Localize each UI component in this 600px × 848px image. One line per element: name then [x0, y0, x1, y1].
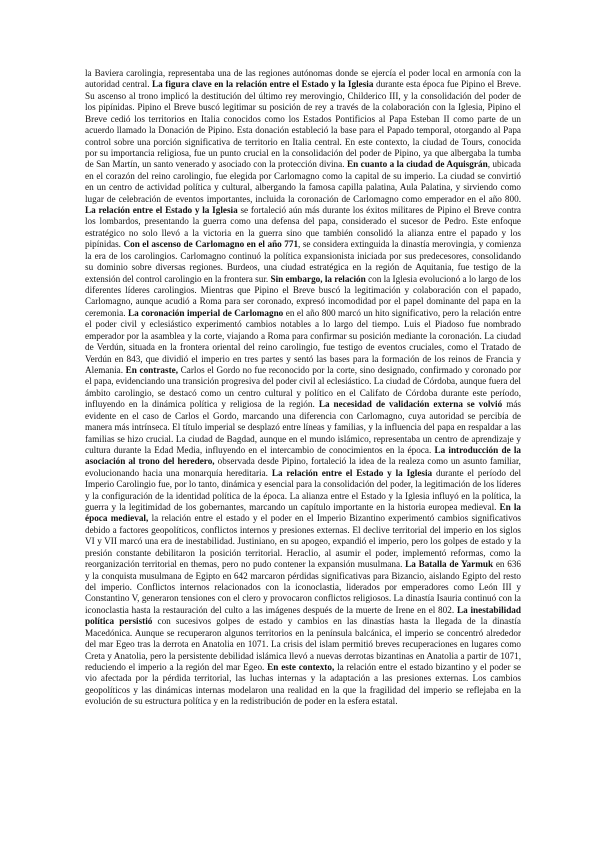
bold-phrase: La Batalla de Yarmuk [405, 559, 494, 570]
text-run: la Baviera carolingia, representaba una de las regiones autónomas donde se ejercía el poder local en armonía con la autoridad central. [85, 68, 521, 90]
body-paragraph [85, 68, 521, 708]
text-run: la relación entre el estado bizantino y el poder se vio afectada por la pérdida territorial, las luchas internas y la adaptación a las presiones externas. Los cambios geopolíticos y las dinámicas internas modelaron una realidad en la que la fragilidad del imperio se reflejaba en la evolución de su estructura política y en la redistribución de poder en la esfera estatal. [85, 661, 521, 707]
text-run: durante el período del Imperio Carolingio fue, por lo tanto, dinámica y esencial para la consolidación del poder, la legitimación de los líderes y la configuración de la identidad política de la época. La alianza entre el Estado y la Iglesia influyó en la política, la guerra y la legitimidad de los gobernantes, marcando un capítulo importante en la historia europea medieval. [85, 467, 521, 513]
bold-phrase: Con el ascenso de Carlomagno en el año 771 [123, 239, 299, 250]
bold-phrase: Sin embargo, la relación [270, 273, 366, 284]
bold-phrase: La introducción de la asociación al trono del heredero, [85, 444, 521, 467]
text-run: con la Iglesia evolucionó a lo largo de los diferentes líderes carolingios. Mientras que Pipino el Breve buscó la legitimación y colaboración con el papado, Carlomagno, aunque acudió a Roma para ser coronado, expresó incomodidad por el papel dominante del papa en la ceremonia. [85, 273, 521, 318]
bold-phrase: En contraste, [125, 364, 179, 375]
bold-phrase: La relación entre el Estado y la Iglesia [271, 467, 433, 478]
bold-phrase: La relación entre el Estado y la Iglesia [85, 205, 238, 216]
bold-phrase: La coronación imperial de Carlomagno [128, 307, 284, 318]
text-run: durante esta época fue Pipino el Breve. Su ascenso al trono implicó la destitución del último rey merovingio, Childerico III, y la consolidación del poder de los pipínidas. Pipino el Breve buscó legitimar su posición de rey a través de la colaboración con la Iglesia, Pipino el Breve cedió los territorios en Italia conocidos como los Estados Pontificios al Papa Esteban II como parte de un acuerdo llamado la Donación de Pipino. Esta donación estableció la base para el Papado temporal, otorgando al Papa control sobre una porción significativa de territorio en Italia central. En este contexto, la ciudad de Tours, conocida por su importancia religiosa, fue un punto crucial en la consolidación del poder de Pipino, ya que albergaba la tumba de San Martín, un santo venerado y asociado con la protección divina. [85, 79, 521, 170]
text-run: con sucesivos golpes de estado y cambios en las dinastías hasta la llegada de la dinastía Macedónica. Aunque se recuperaron algunos territorios en la península balcánica, el imperio se concentró alrededor del mar Egeo tras la derrota en Anatolia en 1071. La crisis del islam permitió breves recuperaciones en lugares como Creta y Anatolia, pero la persistente debilidad islámica llevó a nuevas derrotas bizantinas en Anatolia a partir de 1071, reduciendo el imperio a la región del mar Egeo. [85, 616, 521, 672]
text-run: en el año 800 marcó un hito significativo, pero la relación entre el poder civil y eclesiástico experimentó cambios notables a lo largo del tiempo. Luis el Piadoso fue nombrado emperador por la asamblea y la corte, viajando a Roma para confirmar su posición mediante la coronación. La ciudad de Verdún, situada en la frontera oriental del reino carolingio, fue testigo de eventos cruciales, como el Tratado de Verdún en 843, que dividió el imperio en tres partes y sentó las bases para la formación de los reinos de Francia y Alemania. [85, 307, 521, 375]
bold-phrase: La figura clave en la relación entre el Estado y la Iglesia [152, 79, 374, 90]
text-run: , ubicada en el corazón del reino carolingio, fue elegida por Carlomagno como la capital de su imperio. La ciudad se convirtió en un centro de actividad política y cultural, albergando la famosa capilla palatina, Aula Palatina, y sirviendo como lugar de celebración de eventos importantes, incluida la coronación de Carlomagno como emperador en el año 800. [85, 159, 521, 204]
bold-phrase: La inestabilidad política persistió [85, 604, 522, 627]
bold-phrase: En este contexto, [267, 661, 335, 672]
text-run: la relación entre el estado y el poder en el Imperio Bizantino experimentó cambios significativos debido a factores geopolíticos, conflictos internos y presiones externas. El declive territorial del imperio en los siglos VI y VII marcó una era de inestabilidad. Justiniano, en su apogeo, expandió el imperio, pero los golpes de estado y la presión constante debilitaron la posición territorial. Heraclio, al asumir el poder, implementó reformas, como la reorganización territorial en themas, pero no pudo contener la expansión musulmana. [85, 513, 521, 570]
text-run: observada desde Pipino, fortaleció la idea de la realeza como un asunto familiar, evolucionando hacia una monarquía hereditaria. [85, 456, 521, 478]
text-run: más evidente en el caso de Carlos el Gordo, marcando una diferencia con Carlomagno, cuya autoridad se percibía de manera más intrínseca. El título imperial se desplazó entre líneas y familias, y la influencia del papa en respaldar a las familias se hizo crucial. La ciudad de Bagdad, aunque en el mundo islámico, representaba un centro de aprendizaje y cultura durante la Edad Media, influyendo en el intercambio de conocimientos en la época. [85, 399, 521, 455]
text-run: se fortaleció aún más durante los éxitos militares de Pipino el Breve contra los lombardos, presentando la guerra como una defensa del papa, considerado el sucesor de Pedro. Este enfoque estratégico no solo llevó a la victoria en la guerra sino que también consolidó la alianza entre el papado y los pipínidas. [85, 205, 521, 250]
text-run: , se considera extinguida la dinastía merovingia, y comienza la era de los carolingios. Carlomagno continuó la política expansionista iniciada por sus predecesores, consolidando su dominio sobre diversas regiones. Burdeos, una ciudad estratégica en la región de Aquitania, fue testigo de la extensión del control carolingio en la frontera sur. [85, 239, 522, 284]
text-run: en 636 y la conquista musulmana de Egipto en 642 marcaron pérdidas significativas para Bizancio, aislando Egipto del resto del imperio. Conflictos internos relacionados con la iconoclastia, liderados por emperadores como León III y Constantino V, generaron tensiones con el clero y provocaron conflictos religiosos. La dinastía Isauria continuó con la iconoclastia hasta la restauración del culto a las imágenes después de la muerte de Irene en el 802. [85, 559, 522, 615]
bold-phrase: La necesidad de validación externa se volvió [318, 399, 503, 410]
text-run: Carlos el Gordo no fue reconocido por la corte, sino designado, confirmado y coronado por el papa, evidenciando una transición progresiva del poder civil al eclesiástico. La ciudad de Córdoba, aunque fuera del ámbito carolingio, se destacó como un centro cultural y político en el Califato de Córdoba durante este período, influyendo en la dinámica política y religiosa de la región. [85, 364, 521, 410]
bold-phrase: En cuanto a la ciudad de Aquisgrán [346, 159, 488, 170]
bold-phrase: En la época medieval, [85, 502, 521, 524]
